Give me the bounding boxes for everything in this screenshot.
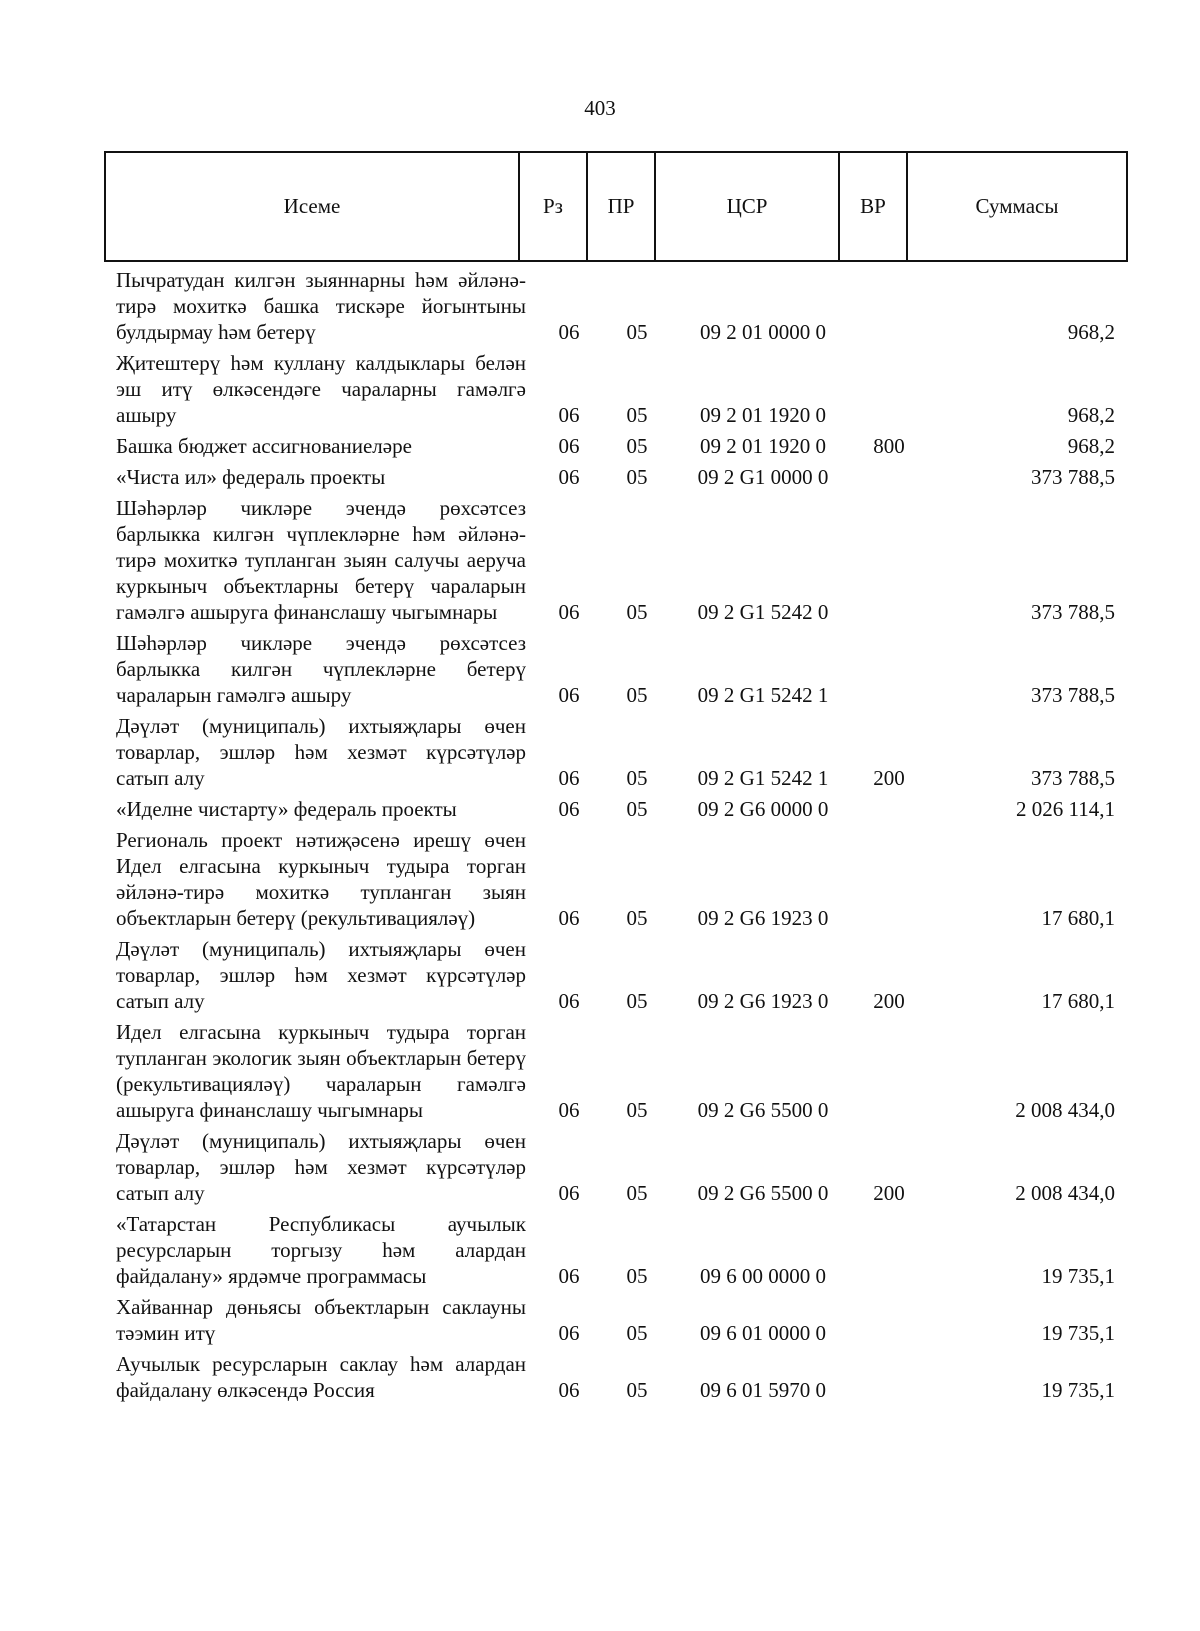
cell-csr: 09 2 01 0000 0	[700, 320, 826, 344]
cell-sum: 373 788,5	[1031, 683, 1115, 707]
cell-rz: 06	[558, 465, 580, 489]
page-number: 403	[584, 96, 616, 120]
table-row	[0, 796, 1200, 822]
cell-name: «Чиста ил» федераль проекты	[116, 465, 386, 489]
table-row	[0, 1211, 1200, 1289]
cell-rz: 06	[558, 434, 580, 458]
cell-pr: 05	[626, 434, 648, 458]
cell-pr: 05	[626, 1264, 648, 1288]
cell-pr: 05	[626, 1098, 648, 1122]
cell-vr: 200	[873, 1181, 905, 1205]
table-row	[0, 433, 1200, 459]
table-row	[0, 464, 1200, 490]
cell-name: Дәүләт (муниципаль) ихтыяҗлары өчен товарлар, эшләр һәм хезмәт күрсәтүләр сатып алу	[116, 937, 526, 1013]
cell-rz: 06	[558, 797, 580, 821]
table-row	[0, 1128, 1200, 1206]
cell-rz: 06	[558, 1181, 580, 1205]
table-row	[0, 1019, 1200, 1123]
cell-sum: 17 680,1	[1041, 906, 1115, 930]
cell-name: Дәүләт (муниципаль) ихтыяҗлары өчен товарлар, эшләр һәм хезмәт күрсәтүләр сатып алу	[116, 714, 526, 790]
cell-vr: 800	[873, 434, 905, 458]
cell-csr: 09 2 G6 1923 0	[697, 906, 829, 930]
cell-csr: 09 2 G6 0000 0	[697, 797, 829, 821]
header-vr: ВР	[840, 153, 908, 260]
cell-sum: 2 026 114,1	[1016, 797, 1115, 821]
table-row	[0, 713, 1200, 791]
cell-csr: 09 2 G6 5500 0	[697, 1181, 829, 1205]
cell-sum: 19 735,1	[1041, 1321, 1115, 1345]
cell-name: Шәһәрләр чикләре эчендә рөхсәтсез барлыкка килгән чүплекләрне бетерү чараларын гамәлгә ашыру	[116, 631, 526, 707]
cell-sum: 19 735,1	[1041, 1378, 1115, 1402]
cell-pr: 05	[626, 1321, 648, 1345]
cell-vr: 200	[873, 766, 905, 790]
cell-rz: 06	[558, 1098, 580, 1122]
table-row	[0, 827, 1200, 931]
cell-name: Башка бюджет ассигнованиеләре	[116, 434, 412, 458]
cell-sum: 968,2	[1067, 320, 1115, 344]
header-csr: ЦСР	[656, 153, 840, 260]
cell-sum: 373 788,5	[1031, 766, 1115, 790]
cell-sum: 373 788,5	[1031, 465, 1115, 489]
cell-pr: 05	[626, 1378, 648, 1402]
cell-sum: 968,2	[1067, 434, 1115, 458]
cell-sum: 19 735,1	[1041, 1264, 1115, 1288]
cell-sum: 2 008 434,0	[1015, 1098, 1115, 1122]
cell-csr: 09 2 01 1920 0	[700, 403, 826, 427]
cell-name: Идел елгасына куркыныч тудыра торган тупланган экологик зыян объектларын бетерү (рекультивацияләү) чараларын гамәлгә ашыруга финанслашу чыгымнары	[116, 1020, 526, 1122]
cell-sum: 968,2	[1067, 403, 1115, 427]
cell-csr: 09 2 G6 5500 0	[697, 1098, 829, 1122]
cell-pr: 05	[626, 465, 648, 489]
cell-name: Аучылык ресурсларын саклау һәм алардан файдалану өлкәсендә Россия	[116, 1352, 526, 1402]
table-row	[0, 495, 1200, 625]
cell-name: Хайваннар дөньясы объектларын саклауны тәэмин итү	[116, 1295, 526, 1345]
cell-name: Җитештерү һәм куллану калдыклары белән эш итү өлкәсендәге чараларны гамәлгә ашыру	[116, 351, 526, 427]
cell-pr: 05	[626, 906, 648, 930]
table-row	[0, 1351, 1200, 1403]
cell-csr: 09 2 G1 5242 1	[697, 766, 829, 790]
header-pr: ПР	[588, 153, 656, 260]
cell-name: Региональ проект нәтиҗәсенә ирешү өчен Идел елгасына куркыныч тудыра торган әйләнә-тирә мохиткә тупланган зыян объектларын бетерү (рекультивацияләү)	[116, 828, 526, 930]
cell-vr: 200	[873, 989, 905, 1013]
cell-csr: 09 2 01 1920 0	[700, 434, 826, 458]
cell-pr: 05	[626, 797, 648, 821]
table-row	[0, 630, 1200, 708]
cell-name: «Иделне чистарту» федераль проекты	[116, 797, 457, 821]
cell-rz: 06	[558, 1321, 580, 1345]
cell-sum: 2 008 434,0	[1015, 1181, 1115, 1205]
cell-name: «Татарстан Республикасы аучылык ресурсларын торгызу һәм алардан файдалану» ярдәмче программасы	[116, 1212, 526, 1288]
cell-pr: 05	[626, 766, 648, 790]
cell-rz: 06	[558, 600, 580, 624]
cell-rz: 06	[558, 1378, 580, 1402]
cell-pr: 05	[626, 403, 648, 427]
cell-csr: 09 2 G1 5242 1	[697, 683, 829, 707]
cell-rz: 06	[558, 683, 580, 707]
header-rz: Рз	[520, 153, 588, 260]
header-name: Исеме	[106, 153, 520, 260]
cell-csr: 09 2 G6 1923 0	[697, 989, 829, 1013]
table-row	[0, 1294, 1200, 1346]
cell-pr: 05	[626, 1181, 648, 1205]
cell-pr: 05	[626, 683, 648, 707]
table-body	[0, 267, 1200, 1408]
cell-rz: 06	[558, 906, 580, 930]
cell-csr: 09 6 01 0000 0	[700, 1321, 826, 1345]
table-header	[104, 151, 1128, 262]
cell-name: Дәүләт (муниципаль) ихтыяҗлары өчен товарлар, эшләр һәм хезмәт күрсәтүләр сатып алу	[116, 1129, 526, 1205]
cell-csr: 09 2 G1 5242 0	[697, 600, 829, 624]
cell-rz: 06	[558, 766, 580, 790]
cell-csr: 09 6 00 0000 0	[700, 1264, 826, 1288]
cell-csr: 09 2 G1 0000 0	[697, 465, 829, 489]
cell-sum: 17 680,1	[1041, 989, 1115, 1013]
cell-pr: 05	[626, 600, 648, 624]
table-row	[0, 350, 1200, 428]
header-sum: Суммасы	[975, 194, 1059, 218]
cell-rz: 06	[558, 403, 580, 427]
table-row	[0, 936, 1200, 1014]
table-row	[0, 267, 1200, 345]
cell-name: Шәһәрләр чикләре эчендә рөхсәтсез барлыкка килгән чүплекләрне һәм әйләнә-тирә мохиткә тупланган зыян салучы аеруча куркыныч объектларны бетерү чараларын гамәлгә ашыруга финанслашу чыгымнары	[116, 496, 526, 624]
cell-rz: 06	[558, 320, 580, 344]
cell-sum: 373 788,5	[1031, 600, 1115, 624]
cell-pr: 05	[626, 320, 648, 344]
cell-rz: 06	[558, 1264, 580, 1288]
cell-pr: 05	[626, 989, 648, 1013]
cell-name: Пычратудан килгән зыяннарны һәм әйләнә-тирә мохиткә башка тискәре йогынтыны булдырмау һәм бетерү	[116, 268, 526, 344]
cell-rz: 06	[558, 989, 580, 1013]
cell-csr: 09 6 01 5970 0	[700, 1378, 826, 1402]
